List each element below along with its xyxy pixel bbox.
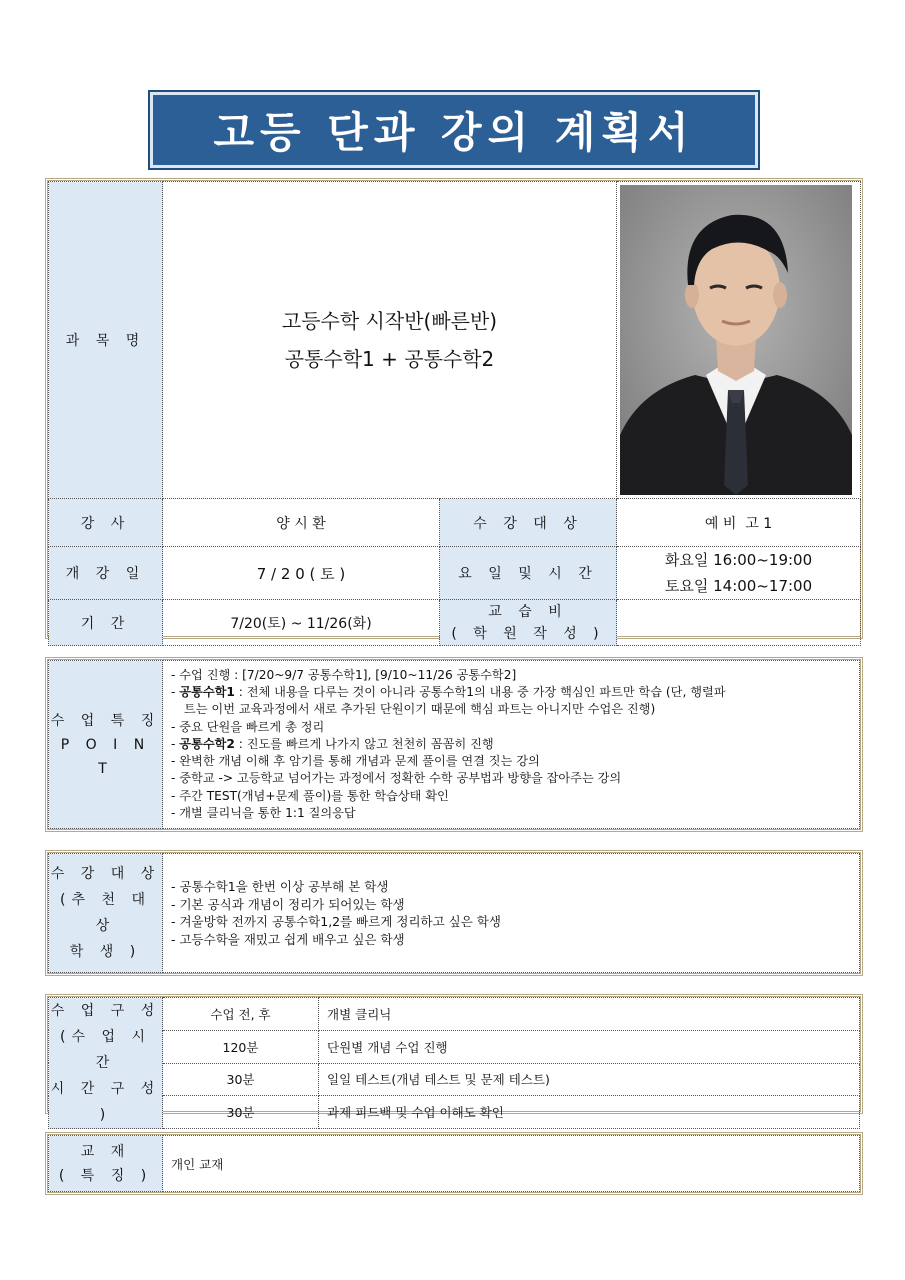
course-line-1: 고등수학 시작반(빠른반)	[281, 309, 498, 333]
structure-desc: 개별 클리닉	[319, 998, 860, 1031]
teacher-photo	[620, 185, 852, 495]
feature-item: - 완벽한 개념 이해 후 암기를 통해 개념과 문제 풀이를 연결 짓는 강의	[171, 754, 540, 769]
document-title-banner	[148, 90, 760, 170]
structure-label-line-3: 시 간 구 성 )	[50, 1081, 161, 1123]
subject-label: 과 목 명	[49, 182, 163, 499]
target-item: - 겨울방학 전까지 공통수학1,2를 빠르게 정리하고 싶은 학생	[171, 914, 501, 929]
structure-time: 30분	[163, 1063, 319, 1096]
fee-value	[617, 600, 861, 646]
target-label-line-3: 학 생 )	[69, 944, 142, 960]
target-label-line-1: 수 강 대 상	[50, 866, 161, 882]
target-item: - 고등수학을 재밌고 쉽게 배우고 싶은 학생	[171, 931, 405, 947]
feature-item: - 공통수학1 : 전체 내용을 다루는 것이 아니라 공통수학1의 내용 중 가장 핵심인 파트만 학습 (단, 행렬파	[171, 685, 726, 700]
feature-item: - 주간 TEST(개념+문제 풀이)를 통한 학습상태 확인	[171, 788, 449, 803]
target-item: - 공통수학1을 한번 이상 공부해 본 학생	[171, 879, 389, 894]
textbook-section	[45, 1132, 863, 1195]
structure-label-line-1: 수 업 구 성	[50, 1003, 161, 1019]
teacher-label: 강 사	[49, 499, 163, 547]
features-label	[49, 661, 163, 829]
structure-time: 수업 전, 후	[163, 998, 319, 1031]
fee-label-line-2: ( 학 원 작 성 )	[451, 625, 605, 642]
audience-value: 예 비 고 1	[617, 499, 861, 547]
teacher-photo-cell	[617, 182, 861, 499]
target-label	[49, 854, 163, 973]
audience-label: 수 강 대 상	[440, 499, 617, 547]
textbook-value: 개인 교재	[163, 1136, 860, 1192]
course-line-2: 공통수학1 + 공통수학2	[284, 347, 495, 371]
teacher-name: 양 시 환	[163, 499, 440, 547]
feature-item: - 중요 단원을 빠르게 총 정리	[171, 719, 325, 734]
features-list	[163, 661, 860, 829]
structure-section	[45, 994, 863, 1123]
feature-item: - 수업 진행 : [7/20~9/7 공통수학1], [9/10~11/26 공통수학2]	[171, 668, 517, 683]
fee-label	[440, 600, 617, 646]
textbook-label	[49, 1136, 163, 1192]
features-section	[45, 657, 863, 832]
structure-label-line-2: (수 업 시 간	[60, 1029, 151, 1071]
schedule-label: 요 일 및 시 간	[440, 547, 617, 600]
target-label-line-2: (추 천 대 상	[60, 892, 151, 934]
fee-label-line-1: 교 습 비	[488, 603, 568, 620]
feature-item: - 개별 클리닉을 통한 1:1 질의응답	[171, 805, 356, 820]
schedule-value	[617, 547, 861, 600]
structure-desc: 과제 피드백 및 수업 이해도 확인	[319, 1096, 860, 1129]
structure-desc: 단원별 개념 수업 진행	[319, 1030, 860, 1063]
feature-item: - 중학교 -> 고등학교 넘어가는 과정에서 정확한 수학 공부법과 방향을 잡아주는 강의	[171, 771, 622, 786]
period-label: 기 간	[49, 600, 163, 646]
features-label-line-2: P O I N T	[60, 736, 151, 777]
textbook-label-line-2: ( 특 징 )	[58, 1167, 153, 1184]
start-date-label: 개 강 일	[49, 547, 163, 600]
course-name	[163, 182, 617, 499]
teacher-portrait-image	[620, 185, 852, 495]
feature-item: 트는 이번 교육과정에서 새로 추가된 단원이기 때문에 핵심 파트는 아니지만 수업은 진행)	[184, 702, 656, 717]
structure-label	[49, 998, 163, 1129]
schedule-line-1: 화요일 16:00~19:00	[664, 551, 813, 569]
target-section	[45, 850, 863, 976]
info-table	[45, 178, 863, 642]
target-item: - 기본 공식과 개념이 정리가 되어있는 학생	[171, 896, 405, 912]
features-label-line-1: 수 업 특 징	[50, 712, 161, 729]
textbook-label-line-1: 교 재	[80, 1143, 131, 1160]
structure-desc: 일일 테스트(개념 테스트 및 문제 테스트)	[319, 1063, 860, 1096]
target-list	[163, 854, 860, 973]
document-title: 고등 단과 강의 계획서	[213, 108, 695, 157]
schedule-line-2: 토요일 14:00~17:00	[664, 577, 813, 595]
structure-time: 30분	[163, 1096, 319, 1129]
start-date-value: 7 / 2 0 ( 토 )	[163, 547, 440, 600]
period-value: 7/20(토) ~ 11/26(화)	[163, 600, 440, 646]
structure-time: 120분	[163, 1030, 319, 1063]
feature-item: - 공통수학2 : 진도를 빠르게 나가지 않고 천천히 꼼꼼히 진행	[171, 736, 494, 751]
